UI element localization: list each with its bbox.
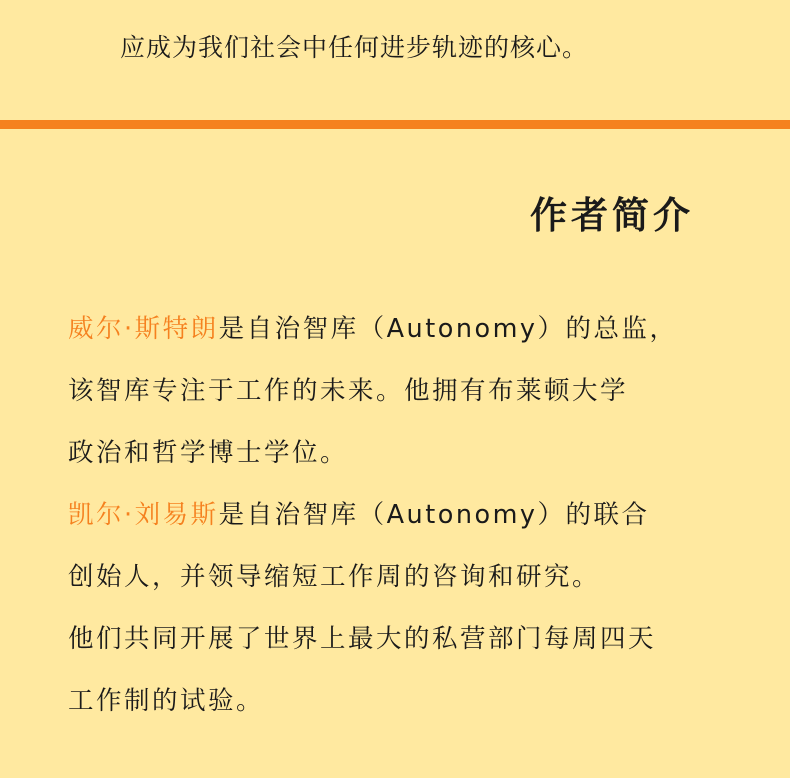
bio-line: 创始人，并领导缩短工作周的咨询和研究。 — [68, 562, 601, 592]
bio-text: 是自治智库（Autonomy）的总监， — [218, 314, 678, 344]
bio-text: 是自治智库（Autonomy）的联合 — [218, 500, 650, 530]
bio-line — [68, 298, 728, 360]
author-name: 凯尔·刘易斯 — [68, 500, 219, 530]
bio-line: 该智库专注于工作的未来。他拥有布莱顿大学 — [68, 376, 629, 406]
bio-line: 工作制的试验。 — [68, 686, 265, 716]
bio-line: 政治和哲学博士学位。 — [68, 438, 349, 468]
intro-text-line: 应成为我们社会中任何进步轨迹的核心。 — [120, 33, 589, 62]
bio-line — [68, 484, 728, 546]
bio-line: 他们共同开展了世界上最大的私营部门每周四天 — [68, 624, 657, 654]
section-divider — [0, 120, 790, 129]
author-name: 威尔·斯特朗 — [68, 314, 219, 344]
section-title: 作者简介 — [530, 194, 694, 237]
author-bio — [68, 298, 728, 732]
